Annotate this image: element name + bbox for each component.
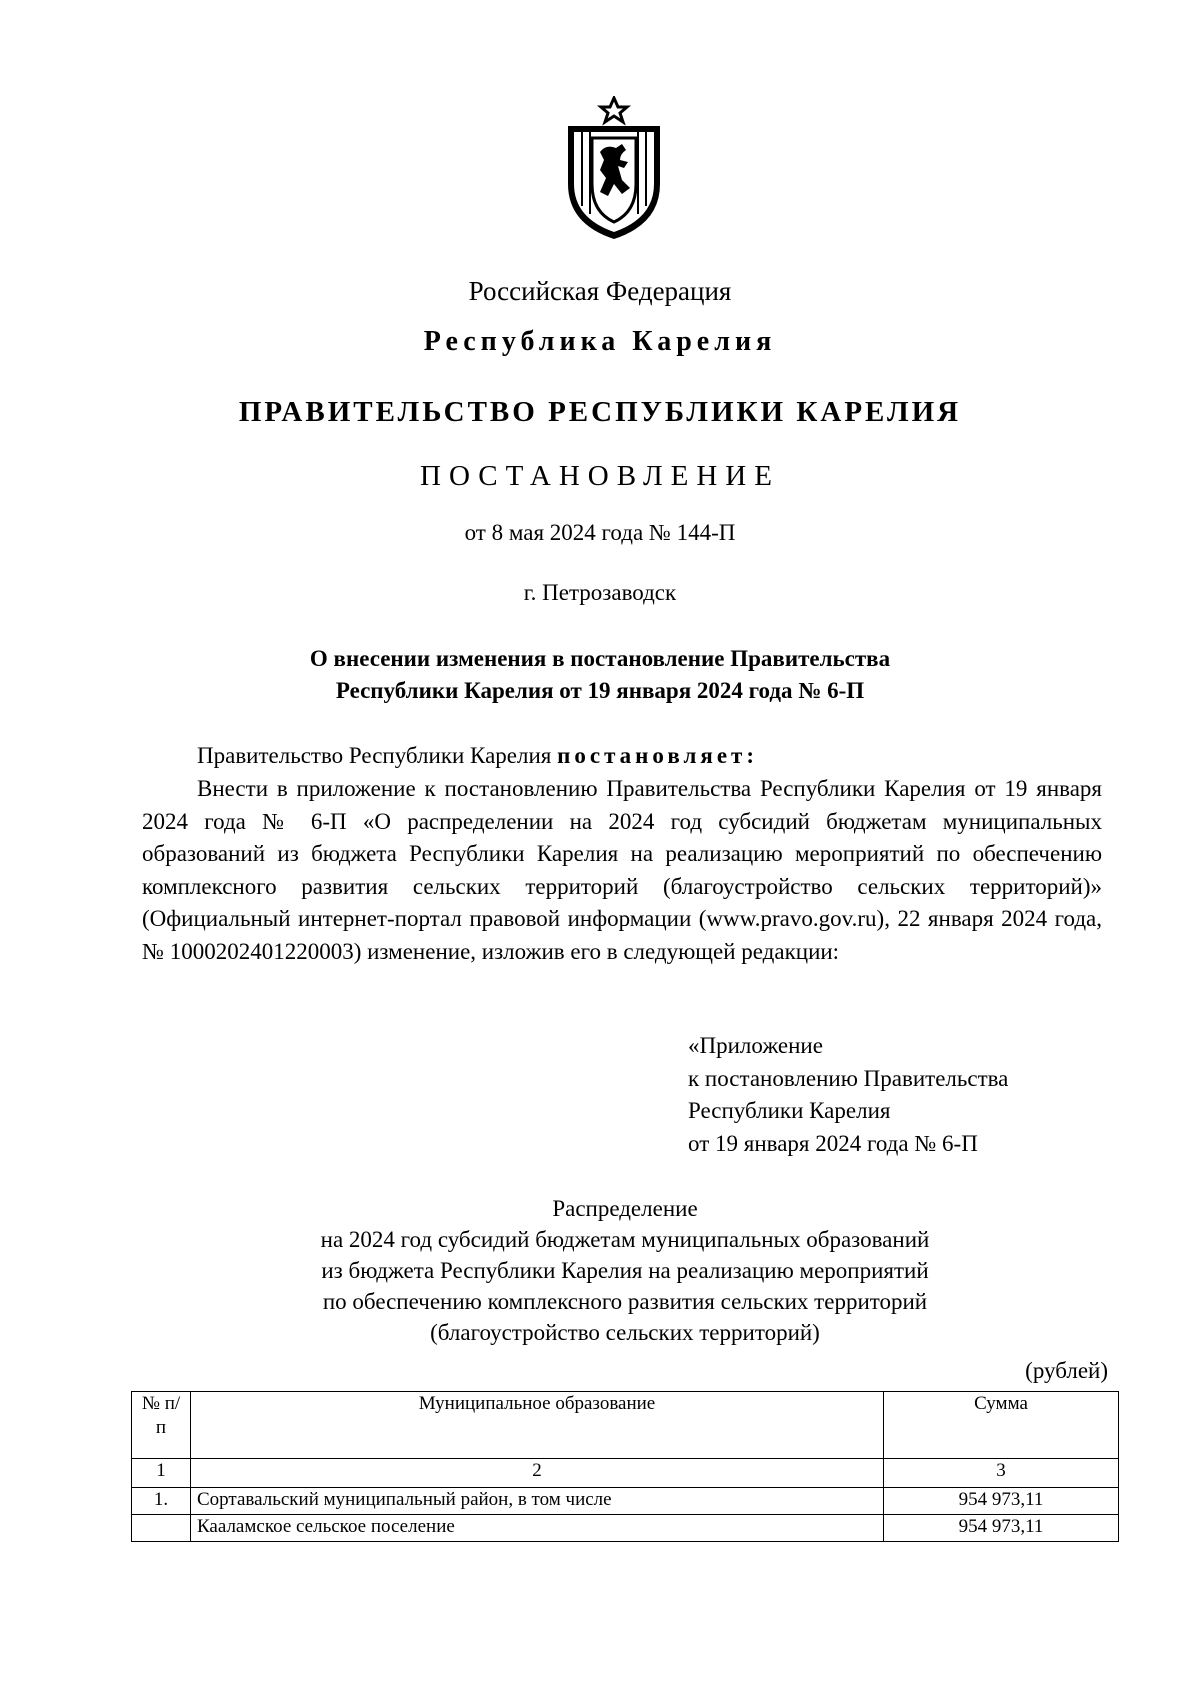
index-num: 1	[132, 1459, 191, 1488]
appendix-line-4: от 19 января 2024 года № 6-П	[688, 1130, 978, 1156]
decree-intro	[142, 740, 1102, 773]
republic-name: Республика Карелия	[423, 326, 777, 357]
row-sum: 954 973,11	[884, 1515, 1119, 1542]
distribution-line-3: по обеспечению комплексного развития сельских территорий	[322, 1289, 928, 1314]
subject-line-2: Республики Карелия от 19 января 2024 года № 6-П	[335, 678, 865, 703]
table-row	[132, 1515, 1119, 1542]
row-num	[132, 1515, 191, 1542]
row-name: Кааламское сельское поселение	[191, 1515, 884, 1542]
distribution-title	[0, 1193, 1200, 1348]
header-num: № п/п	[132, 1392, 191, 1459]
header-name: Муниципальное образование	[191, 1392, 884, 1459]
distribution-line-2: из бюджета Республики Карелия на реализацию мероприятий	[321, 1258, 929, 1283]
index-name: 2	[191, 1459, 884, 1488]
row-name: Сортавальский муниципальный район, в том числе	[191, 1488, 884, 1515]
row-sum: 954 973,11	[884, 1488, 1119, 1515]
decree-paragraph: Внести в приложение к постановлению Правительства Республики Карелия от 19 января 2024 года № 6-П «О распределении на 2024 год субсидий бюджетам муниципальных образований из бюджета Республики Карелия на реализацию мероприятий по обеспечению комплексного развития сельских территорий (благоустройство сельских территорий)» (Официальный интернет-портал правовой информации (www.pravo.gov.ru), 22 января 2024 года, № 1000202401220003) изменение, изложив его в следующей редакции:	[142, 776, 1102, 964]
allocation-table	[131, 1391, 1119, 1542]
government-name: ПРАВИТЕЛЬСТВО РЕСПУБЛИКИ КАРЕЛИЯ	[238, 396, 962, 428]
document-type: ПОСТАНОВЛЕНИЕ	[420, 460, 780, 492]
row-num: 1.	[132, 1488, 191, 1515]
appendix-line-2: к постановлению Правительства	[688, 1065, 1009, 1091]
subject-line-1: О внесении изменения в постановление Правительства	[309, 646, 891, 671]
decree-word: постановляет:	[557, 743, 758, 768]
units-label: (рублей)	[1025, 1358, 1108, 1383]
appendix-line-3: Республики Карелия	[688, 1098, 891, 1124]
table-header-row	[132, 1392, 1119, 1459]
distribution-line-1: на 2024 год субсидий бюджетам муниципальных образований	[320, 1227, 930, 1252]
appendix-block	[688, 1030, 1008, 1160]
decree-intro-text: Правительство Республики Карелия	[197, 743, 552, 768]
appendix-line-1: «Приложение	[688, 1033, 823, 1058]
document-date-number: от 8 мая 2024 года № 144-П	[464, 520, 736, 545]
document-city: г. Петрозаводск	[523, 580, 677, 605]
country-name: Российская Федерация	[468, 276, 732, 306]
document-subject	[0, 643, 1200, 707]
table-index-row	[132, 1459, 1119, 1488]
distribution-line-4: (благоустройство сельских территорий)	[430, 1320, 820, 1345]
distribution-title-word: Распределение	[552, 1196, 698, 1221]
index-sum: 3	[884, 1459, 1119, 1488]
table-row	[132, 1488, 1119, 1515]
header-sum: Сумма	[884, 1392, 1119, 1459]
coat-of-arms-icon	[560, 96, 668, 242]
